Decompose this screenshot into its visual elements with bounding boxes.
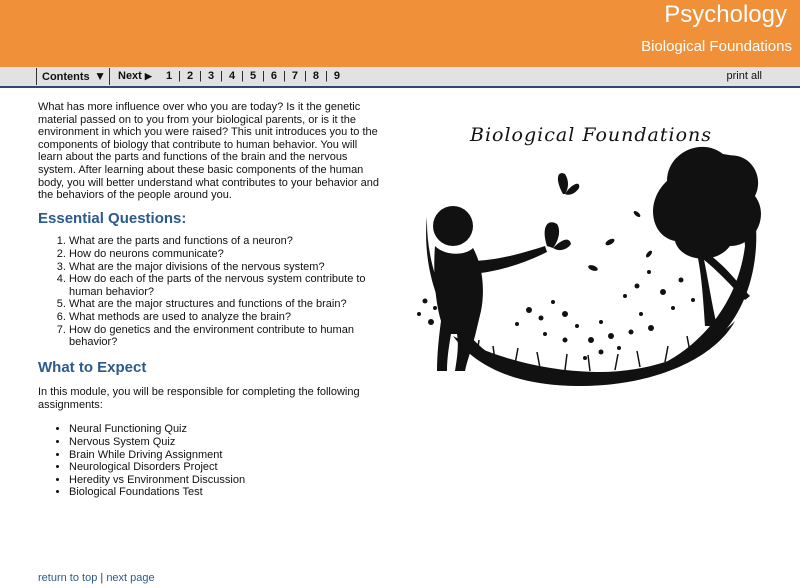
- page-link-9[interactable]: 9: [333, 70, 340, 82]
- contents-label: Contents: [42, 70, 90, 83]
- page-header: [0, 0, 800, 67]
- list-item: 2. How do neurons communicate?: [69, 248, 383, 261]
- page-link-6[interactable]: 6: [270, 70, 278, 82]
- list-item: 7. How do genetics and the environment contribute to human behavior?: [69, 324, 383, 349]
- page-link-5[interactable]: 5: [249, 70, 257, 82]
- assignments-list: [38, 423, 383, 499]
- page-link-8[interactable]: 8: [312, 70, 320, 82]
- next-page-link[interactable]: next page: [106, 572, 155, 584]
- page-link-2[interactable]: 2: [186, 70, 194, 82]
- intro-paragraph: What has more influence over who you are today? Is it the genetic material passed on to you from your biological parents, or is it the environment in which you were raised? This unit introduces you to the components of biology that contribute to human behavior. You will learn about the parts and functions of the brain and the nervous system. After learning about these basic components of the human body, you will better understand what contributes to your behavior and the behaviors of the people around you.: [38, 101, 379, 202]
- list-item: • Heredity vs Environment Discussion: [69, 474, 383, 487]
- list-item: • Brain While Driving Assignment: [69, 449, 383, 462]
- course-title: Psychology: [664, 1, 787, 28]
- triangle-down-icon: ▼: [94, 69, 106, 83]
- return-to-top-link[interactable]: return to top: [38, 572, 98, 584]
- module-title: Biological Foundations: [641, 38, 792, 55]
- list-item: 4. How do each of the parts of the nervous system contribute to human behavior?: [69, 273, 383, 298]
- list-item: • Biological Foundations Test: [69, 486, 383, 499]
- triangle-right-icon: ▶: [144, 71, 152, 81]
- next-label: Next: [118, 70, 142, 82]
- page-link-1[interactable]: 1: [166, 70, 173, 82]
- page-link-4[interactable]: 4: [228, 70, 236, 82]
- list-item: 1. What are the parts and functions of a neuron?: [69, 235, 383, 248]
- essential-questions-heading: Essential Questions:: [38, 209, 187, 227]
- navigation-bar: [0, 67, 800, 88]
- list-item: 6. What methods are used to analyze the brain?: [69, 311, 383, 324]
- list-item: 5. What are the major structures and functions of the brain?: [69, 298, 383, 311]
- list-item: 3. What are the major divisions of the nervous system?: [69, 261, 383, 274]
- main-content: [38, 101, 383, 499]
- what-to-expect-heading: What to Expect: [38, 358, 147, 376]
- footer-separator: |: [100, 572, 104, 584]
- illustration-title: Biological Foundations: [470, 124, 713, 146]
- page-link-7[interactable]: 7: [291, 70, 299, 82]
- page-link-3[interactable]: 3: [207, 70, 215, 82]
- expect-intro: In this module, you will be responsible for completing the following assignments:: [38, 386, 360, 411]
- contents-dropdown[interactable]: [36, 68, 110, 85]
- print-all-link[interactable]: print all: [726, 70, 762, 82]
- page-links: 1 | 2 | 3 | 4 | 5 | 6 | 7 | 8 | 9: [166, 70, 340, 82]
- list-item: • Neural Functioning Quiz: [69, 423, 383, 436]
- next-button[interactable]: [118, 70, 152, 82]
- page-footer: [38, 572, 155, 584]
- list-item: • Nervous System Quiz: [69, 436, 383, 449]
- list-item: • Neurological Disorders Project: [69, 461, 383, 474]
- essential-questions-list: [38, 235, 383, 348]
